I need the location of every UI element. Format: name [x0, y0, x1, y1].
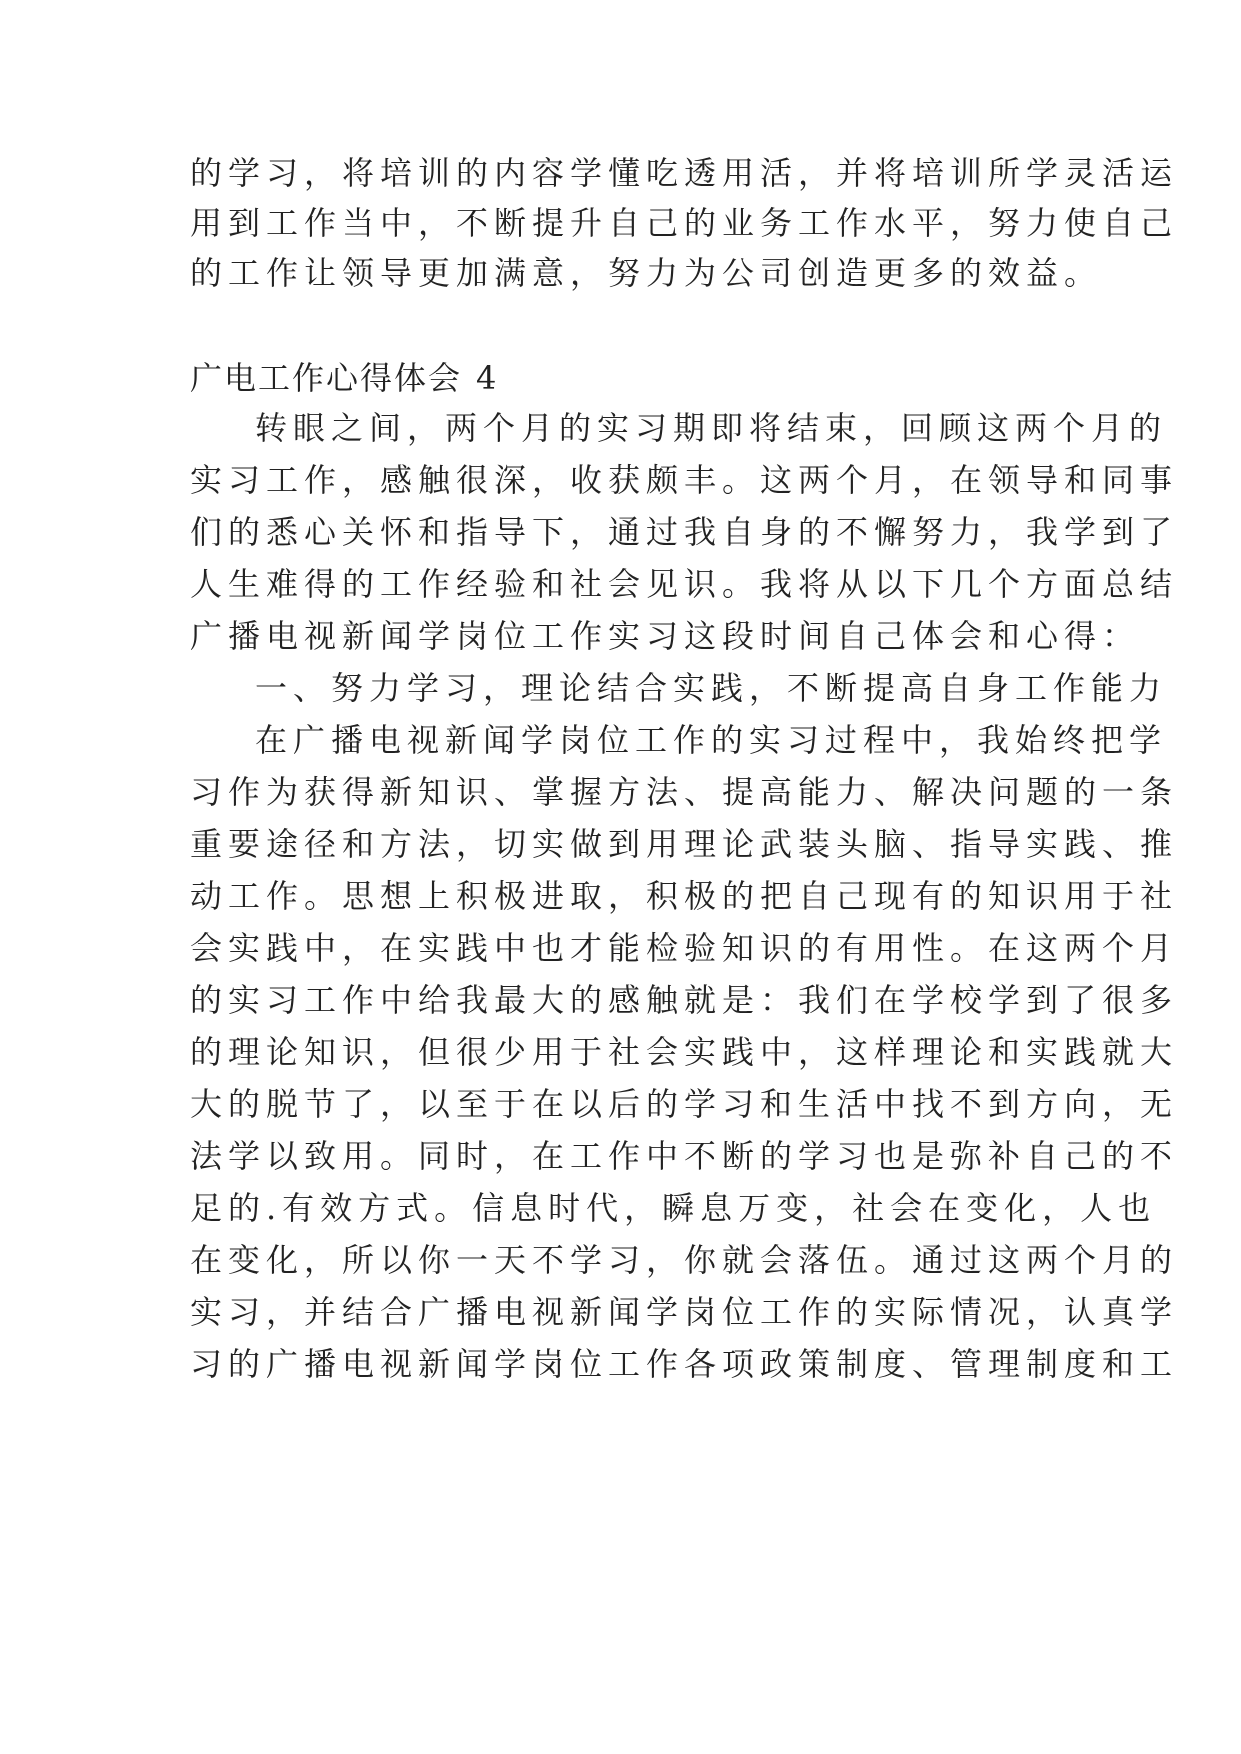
paragraph-line: 足的.有效方式。信息时代，瞬息万变，社会在变化，人也 — [190, 1189, 1157, 1227]
paragraph-line: 的理论知识，但很少用于社会实践中，这样理论和实践就大 — [190, 1033, 1179, 1071]
paragraph-line: 的工作让领导更加满意，努力为公司创造更多的效益。 — [190, 254, 1103, 292]
paragraph-line: 广播电视新闻学岗位工作实习这段时间自己体会和心得： — [190, 617, 1141, 655]
subsection-heading: 一、努力学习，理论结合实践，不断提高自身工作能力 — [255, 669, 1168, 707]
section-heading — [190, 358, 1050, 398]
paragraph-line: 转眼之间，两个月的实习期即将结束，回顾这两个月的 — [255, 409, 1168, 447]
paragraph-line: 习作为获得新知识、掌握方法、提高能力、解决问题的一条 — [190, 773, 1179, 811]
paragraph-line: 大的脱节了，以至于在以后的学习和生活中找不到方向，无 — [190, 1085, 1179, 1123]
paragraph-line: 在变化，所以你一天不学习，你就会落伍。通过这两个月的 — [190, 1241, 1179, 1279]
paragraph-line: 们的悉心关怀和指导下，通过我自身的不懈努力，我学到了 — [190, 513, 1179, 551]
paragraph-line: 习的广播电视新闻学岗位工作各项政策制度、管理制度和工 — [190, 1345, 1179, 1383]
paragraph-line: 重要途径和方法，切实做到用理论武装头脑、指导实践、推 — [190, 825, 1179, 863]
paragraph-line: 动工作。思想上积极进取，积极的把自己现有的知识用于社 — [190, 877, 1179, 915]
paragraph-line: 在广播电视新闻学岗位工作的实习过程中，我始终把学 — [255, 721, 1168, 759]
paragraph-line: 的实习工作中给我最大的感触就是：我们在学校学到了很多 — [190, 981, 1179, 1019]
section-number: 4 — [476, 359, 499, 397]
paragraph-line: 用到工作当中，不断提升自己的业务工作水平，努力使自己 — [190, 204, 1179, 242]
paragraph-line: 法学以致用。同时，在工作中不断的学习也是弥补自己的不 — [190, 1137, 1179, 1175]
paragraph-line: 实习，并结合广播电视新闻学岗位工作的实际情况，认真学 — [190, 1293, 1179, 1331]
paragraph-line: 实习工作，感触很深，收获颇丰。这两个月，在领导和同事 — [190, 461, 1179, 499]
paragraph-line: 会实践中，在实践中也才能检验知识的有用性。在这两个月 — [190, 929, 1179, 967]
section-title: 广电工作心得体会 — [190, 359, 463, 397]
paragraph-line: 的学习，将培训的内容学懂吃透用活，并将培训所学灵活运 — [190, 154, 1179, 192]
paragraph-line: 人生难得的工作经验和社会见识。我将从以下几个方面总结 — [190, 565, 1179, 603]
